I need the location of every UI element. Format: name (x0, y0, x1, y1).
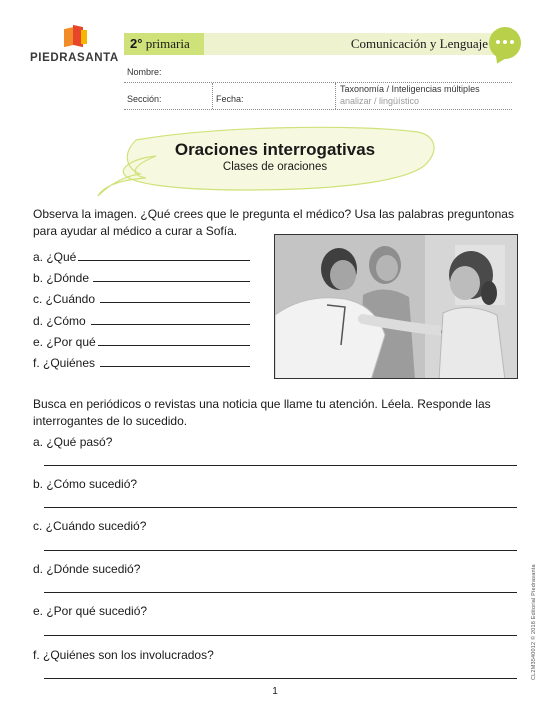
field-divider (335, 83, 336, 109)
name-label: Nombre: (127, 67, 162, 77)
answer-line[interactable] (100, 302, 250, 303)
field-divider (212, 83, 213, 109)
subject-bar (204, 33, 502, 55)
date-label: Fecha: (216, 94, 244, 104)
page-number: 1 (272, 686, 278, 697)
exercise2-instruction: Busca en periódicos o revistas una noticia que llame tu atención. Léela. Responde las interrogantes de lo sucedido. (33, 397, 491, 428)
answer-line[interactable] (44, 678, 517, 679)
question-donde: b. ¿Dónde (33, 271, 90, 285)
answer-line[interactable] (44, 592, 517, 593)
book-logo-icon (64, 26, 88, 48)
name-field-line[interactable] (124, 82, 512, 83)
answer-line[interactable] (44, 465, 517, 466)
grade-number: 2° (130, 36, 143, 51)
question-quienes-involucrados: f. ¿Quiénes son los involucrados? (33, 648, 214, 662)
question-que: a. ¿Qué (33, 250, 77, 264)
taxonomy-values: analizar / lingüístico (340, 96, 420, 106)
speech-bubble-icon (489, 27, 521, 59)
grade-label: primaria (145, 36, 190, 51)
exercise1-instruction: Observa la imagen. ¿Qué crees que le pregunta el médico? Usa las palabras preguntonas para ayudar al médico a curar a Sofía. (33, 207, 514, 238)
answer-line[interactable] (100, 366, 250, 367)
section-label: Sección: (127, 94, 162, 104)
question-como-sucedio: b. ¿Cómo sucedió? (33, 477, 138, 491)
question-donde-sucedio: d. ¿Dónde sucedió? (33, 562, 141, 576)
answer-line[interactable] (98, 345, 250, 346)
answer-line[interactable] (78, 260, 250, 261)
logo-text: PIEDRASANTA (30, 52, 119, 64)
grade-badge (124, 33, 204, 55)
question-cuando-sucedio: c. ¿Cuándo sucedió? (33, 519, 147, 533)
doctor-photo (274, 234, 518, 379)
question-por-que-sucedio: e. ¿Por qué sucedió? (33, 604, 148, 618)
question-por-que: e. ¿Por qué (33, 335, 96, 349)
section-date-line[interactable] (124, 109, 512, 110)
page-title: Oraciones interrogativas (174, 140, 376, 159)
answer-line[interactable] (93, 281, 250, 282)
subject-label: Comunicación y Lenguaje (350, 36, 488, 51)
answer-line[interactable] (44, 550, 517, 551)
doctor-girl-illustration (275, 235, 518, 379)
answer-line[interactable] (44, 635, 517, 636)
answer-line[interactable] (44, 507, 517, 508)
answer-line[interactable] (91, 324, 250, 325)
taxonomy-title: Taxonomía / Inteligencias múltiples (340, 84, 480, 94)
page-subtitle: Clases de oraciones (222, 161, 328, 173)
question-cuando: c. ¿Cuándo (33, 292, 96, 306)
question-que-paso: a. ¿Qué pasó? (33, 435, 113, 449)
question-como: d. ¿Cómo (33, 314, 86, 328)
question-quienes: f. ¿Quiénes (33, 356, 96, 370)
copyright-side-text: CL2M3540012 © 2018 Editorial Piedrasanta (531, 564, 537, 680)
publisher-logo (30, 26, 122, 70)
